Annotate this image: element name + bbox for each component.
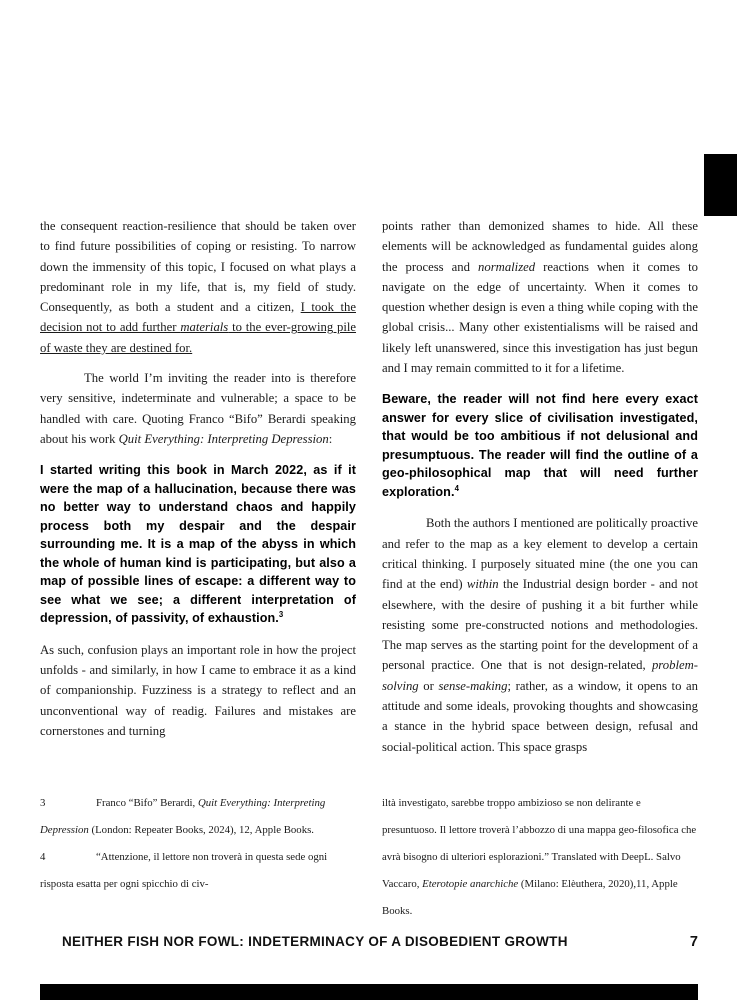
chapter-edge-tab <box>704 154 737 216</box>
footnote-text: Franco “Bifo” Berardi, Quit Everything: Interpreting Depression (London: Repeater Books, 2024), 12, Apple Books. <box>40 797 326 836</box>
footnote-text: “Attenzione, il lettore non troverà in questa sede ogni risposta esatta per ogni spicchio di civ- <box>40 851 328 890</box>
body-paragraph: points rather than demonized shames to hide. All these elements will be acknowledged as fundamental guides along the process and normalized reactions when it comes to navigate on the edge of uncertainty. When it comes to question whether design is even a thing while coping with the global crisis... Many other existentialisms will be raised and likely left unanswered, since this investigation has just begun and I may remain committed to it for a lifetime. <box>382 219 698 376</box>
footnotes-left-column <box>40 790 356 898</box>
footnote-text: iltà investigato, sarebbe troppo ambizioso se non delirante e presuntuoso. Il lettore troverà l’abbozzo di una mappa geo-filosofica che avrà bisogno di ulteriori esplorazioni.” Translated with DeepL. Salvo Vaccaro, Eterotopie anarchiche (Milano: Elèuthera, 2020),11, Apple Books. <box>382 797 697 917</box>
right-text-column <box>382 216 698 757</box>
footnote <box>40 844 356 898</box>
body-paragraph: Both the authors I mentioned are politically proactive and refer to the map as a key element to develop a certain critical thinking. I purposely situated mine (the one you can find at the end) within the Industrial design border - and not elsewhere, with the desire of pushing it a bit further while resisting some pre-constructed notions and methodologies. The map serves as the starting point for the development of a personal practice. One that is not design-related, problem-solving or sense-making; rather, as a window, it opens to an attitude and some ideals, provoking thoughts and showcasing a stance in the hybrid space between design, refusal and social-political action. This space grasps <box>382 516 699 754</box>
page-number: 7 <box>689 934 698 950</box>
footnote-continuation <box>382 790 698 925</box>
page-footer <box>40 934 698 950</box>
block-quote: I started writing this book in March 2022, as if it were the map of a hallucination, because there was no better way to understand chaos and happily process both my despair and the despair surrounding me. It is a map of the abyss in which the whole of human kind is participating, but also a map of possible lines of escape: a different way to see what we see; a different interpretation of depression, of passivity, of exhaustion.$^3$ <box>40 463 356 626</box>
footnotes-right-column <box>382 790 698 925</box>
body-paragraph: The world I’m inviting the reader into is therefore very sensitive, indeterminate and vulnerable; a space to be handled with care. Quoting Franco “Bifo” Berardi speaking about his work Quit Everything: Interpreting Depression: <box>40 371 356 446</box>
footnote-number: 4 <box>40 851 46 863</box>
footnote <box>40 790 356 844</box>
chapter-title: NEITHER FISH NOR FOWL: INDETERMINACY OF A DISOBEDIENT GROWTH <box>62 934 568 949</box>
body-paragraph: As such, confusion plays an important role in how the project unfolds - and similarly, in how I came to embrace it as a kind of companionship. Fuzziness is a strategy to reflect and an unconventional way of readig. Failures and mistakes are cornerstones and turning <box>40 642 356 738</box>
left-text-column <box>40 216 356 741</box>
footnote-number: 3 <box>40 797 46 809</box>
body-paragraph: the consequent reaction-resilience that should be taken over to find future possibilities of coping or resisting. To narrow down the immensity of this topic, I focused on what plays a predominant role in my life, that is, my field of study. Consequently, as both a student and a citizen, I took the decision not to add further materials to the ever-growing pile of waste they are destined for. <box>40 219 357 355</box>
footer-rule-bar <box>40 984 698 1000</box>
block-quote: Beware, the reader will not find here every exact answer for every slice of civilisation investigated, that would be too ambitious if not delusional and presumptuous. The reader will find the outline of a geo-philosophical map that will need further exploration.$^4$ <box>382 392 698 499</box>
